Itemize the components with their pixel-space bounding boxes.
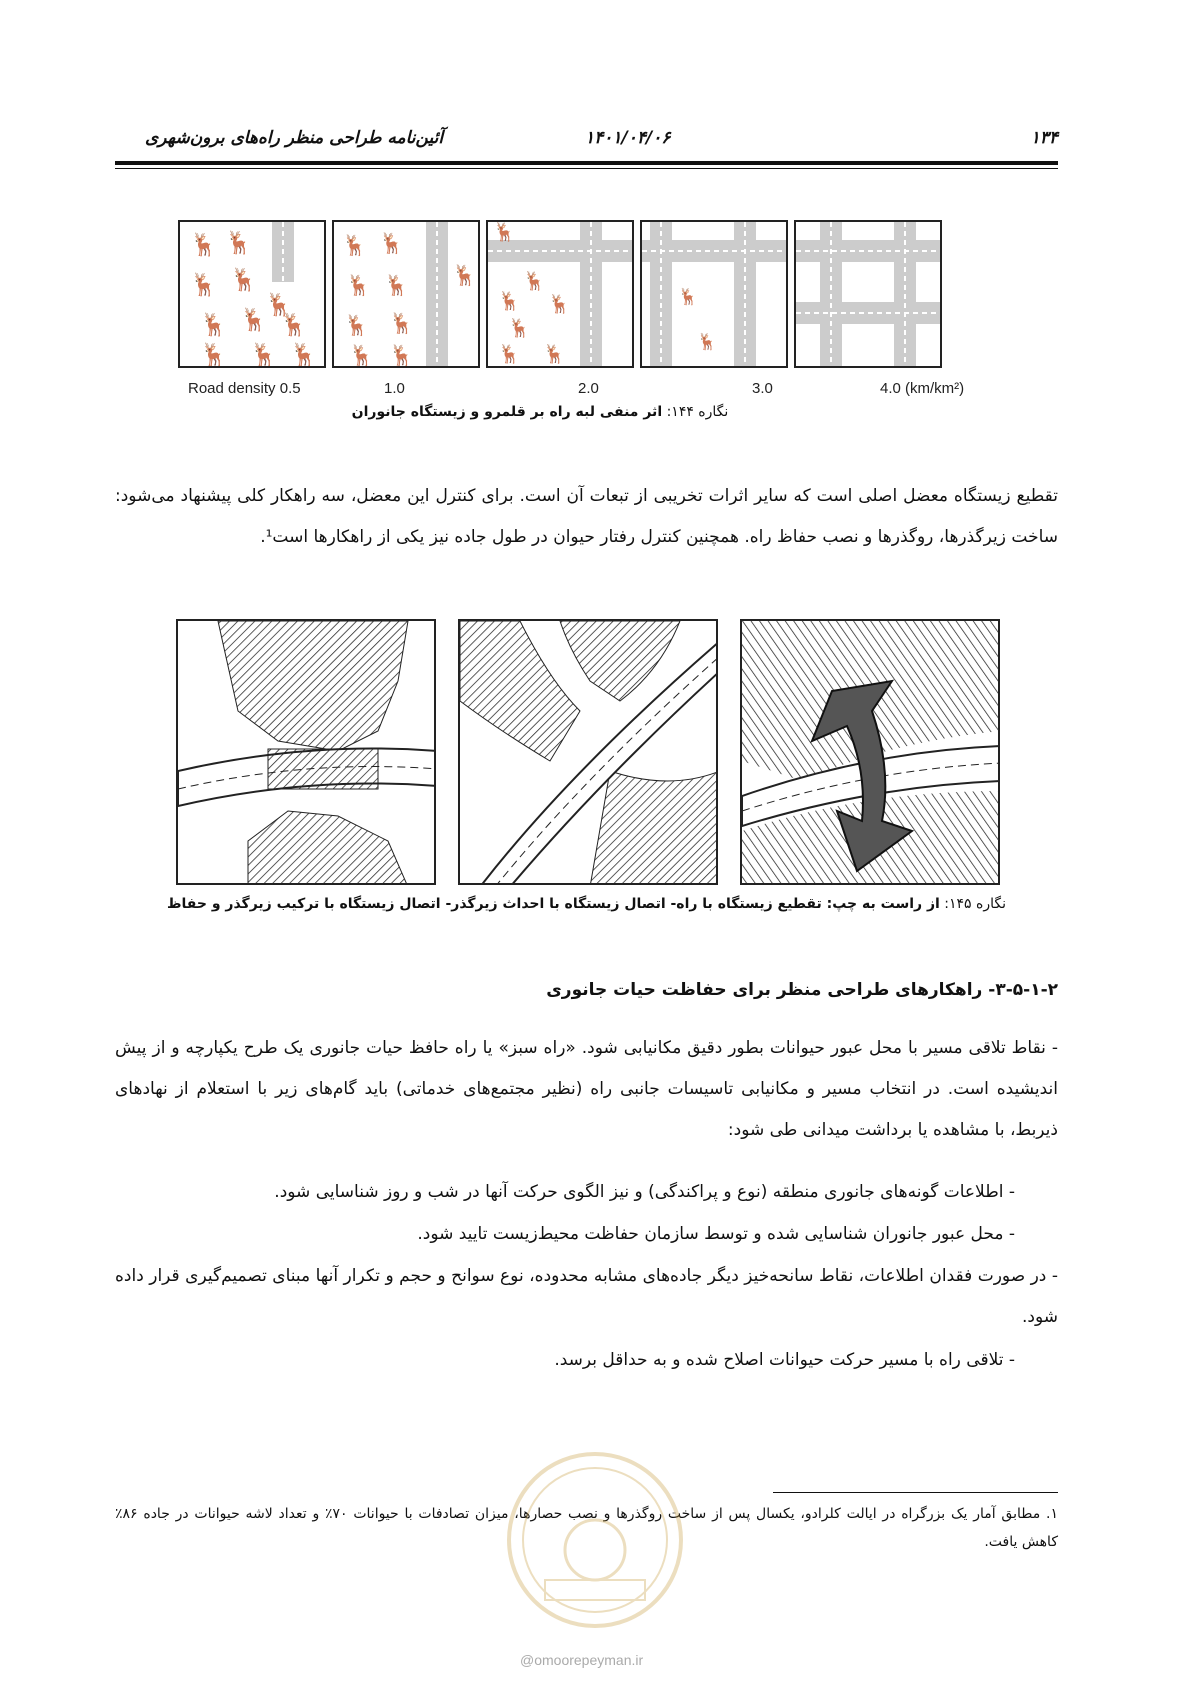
svg-text:🦌: 🦌 (678, 287, 698, 306)
svg-text:🦌: 🦌 (344, 313, 369, 337)
habitat-division-illustration (742, 621, 1000, 885)
figure-144-caption (300, 404, 780, 420)
section-title: راهکارهای طراحی منظر برای حفاظت حیات جانوری (546, 980, 983, 1000)
header-rule-thick (115, 161, 1058, 165)
intro-paragraph: تقطیع زیستگاه معضل اصلی است که سایر اثرات تخریبی از تبعات آن است. برای کنترل این معضل، سه راهکار کلی پیشنهاد می‌شود: ساخت زیرگذرها، روگذرها و نصب حفاظ راه. همچنین کنترل رفتار حیوان در طول جاده نیز یکی از راهکارها است¹. (115, 486, 1058, 547)
svg-text:🦌: 🦌 (389, 311, 414, 335)
density-panel-1-0 (332, 220, 480, 368)
figure-145-caption-text: از راست به چپ: تقطیع زیستگاه با راه- اتصال زیستگاه با احداث زیرگذر- اتصال زیستگاه با ترکیب زیرگذر و حفاظ (167, 896, 940, 912)
density-label-1-0: 1.0 (384, 380, 405, 397)
svg-text:🦌: 🦌 (200, 343, 228, 368)
svg-text:🦌: 🦌 (523, 271, 546, 292)
svg-text:🦌: 🦌 (508, 318, 531, 339)
header-date: ۱۴۰۱/۰۴/۰۶ (585, 128, 671, 148)
bullet-item: - تلاقی راه با مسیر حرکت حیوانات اصلاح شده و به حداقل برسد. (554, 1350, 1015, 1370)
density-0-5-illustration (180, 222, 326, 368)
svg-text:🦌: 🦌 (543, 344, 566, 365)
figure-144-caption-text: اثر منفی لبه راه بر قلمرو و زیستگاه جانوران (351, 404, 663, 420)
svg-text:🦌: 🦌 (452, 263, 477, 287)
svg-text:🦌: 🦌 (346, 273, 371, 297)
svg-text:🦌: 🦌 (190, 233, 218, 258)
bullet-item: - نقاط تلاقی مسیر با محل عبور حیوانات بطور دقیق مکانیابی شود. «راه سبز» یا راه حافظ حیات جانوری یک طرح یکپارچه و از پیش اندیشیده است. در انتخاب مسیر و مکانیابی تاسیسات جانبی راه (نظیر مجتمع‌های خدماتی) باید گام‌های زیر با استعلام از نهادهای ذیربط، با مشاهده یا برداشت میدانی طی شود: (115, 1038, 1058, 1140)
footnote-rule (773, 1492, 1058, 1493)
density-panel-3-0 (640, 220, 788, 368)
watermark-url: @omoorepeyman.ir (520, 1652, 644, 1668)
svg-text:🦌: 🦌 (225, 231, 253, 256)
page-header (115, 128, 1058, 158)
figure-145-left-panel (176, 619, 436, 885)
svg-text:🦌: 🦌 (240, 308, 268, 333)
svg-text:🦌: 🦌 (290, 343, 318, 368)
svg-text:🦌: 🦌 (498, 344, 521, 365)
stamp-logo (505, 1450, 685, 1630)
density-panel-2-0 (486, 220, 634, 368)
svg-text:🦌: 🦌 (493, 222, 516, 243)
figure-145-caption-prefix: نگاره ۱۴۵: (939, 896, 1006, 912)
figure-145-middle-panel (458, 619, 718, 885)
svg-text:🦌: 🦌 (342, 233, 367, 257)
underpass-fence-illustration (178, 621, 436, 885)
density-4-0-illustration (796, 222, 942, 368)
svg-text:🦌: 🦌 (250, 343, 278, 368)
density-1-0-illustration (334, 222, 480, 368)
bullet-item: - محل عبور جانوران شناسایی شده و توسط سازمان حفاظت محیط‌زیست تایید شود. (417, 1224, 1015, 1244)
underpass-illustration (460, 621, 718, 885)
svg-text:🦌: 🦌 (230, 268, 258, 293)
svg-text:🦌: 🦌 (498, 291, 521, 312)
svg-text:🦌: 🦌 (697, 332, 717, 351)
density-panel-4-0 (794, 220, 942, 368)
page-number: ۱۳۴ (1030, 128, 1058, 148)
figure-145-caption (115, 896, 1058, 912)
figure-145-right-panel (740, 619, 1000, 885)
svg-text:🦌: 🦌 (548, 294, 571, 315)
section-number: ۳-۵-۱-۲- (988, 980, 1058, 1000)
density-label-3-0: 3.0 (752, 380, 773, 397)
figure-144-caption-prefix: نگاره ۱۴۴: (662, 404, 729, 420)
density-label-2-0: 2.0 (578, 380, 599, 397)
svg-text:🦌: 🦌 (280, 313, 308, 338)
svg-text:🦌: 🦌 (265, 293, 293, 318)
density-label-0-5: Road density 0.5 (188, 380, 301, 397)
stamp-seal-icon (505, 1450, 685, 1630)
svg-text:🦌: 🦌 (349, 343, 374, 367)
header-rule-thin (115, 168, 1058, 169)
svg-text:🦌: 🦌 (190, 273, 218, 298)
density-2-0-illustration (488, 222, 634, 368)
svg-text:🦌: 🦌 (200, 313, 228, 338)
svg-text:🦌: 🦌 (379, 231, 404, 255)
bullet-item: - اطلاعات گونه‌های جانوری منطقه (نوع و پراکندگی) و نیز الگوی حرکت آنها در شب و روز شناسایی شود. (274, 1182, 1015, 1202)
svg-text:🦌: 🦌 (389, 343, 414, 367)
section-heading (546, 980, 1058, 1000)
density-3-0-illustration (642, 222, 788, 368)
density-panel-0-5 (178, 220, 326, 368)
svg-text:🦌: 🦌 (384, 273, 409, 297)
bullet-item: - در صورت فقدان اطلاعات، نقاط سانحه‌خیز دیگر جاده‌های مشابه محدوده، نوع سوانح و حجم و تکرار آنها مبنای تصمیم‌گیری قرار داده شود. (115, 1266, 1058, 1327)
density-label-4-0: 4.0 (km/km²) (880, 380, 965, 397)
header-title: آئین‌نامه طراحی منظر راه‌های برون‌شهری (145, 128, 444, 148)
footnote: ۱. مطابق آمار یک بزرگراه در ایالت کلرادو، یکسال پس از ساخت روگذرها و نصب حصارها، میزان تصادفات با حیوانات ۷۰٪ و تعداد لاشه حیوانات در جاده ۸۶٪ کاهش یافت. (115, 1506, 1058, 1550)
